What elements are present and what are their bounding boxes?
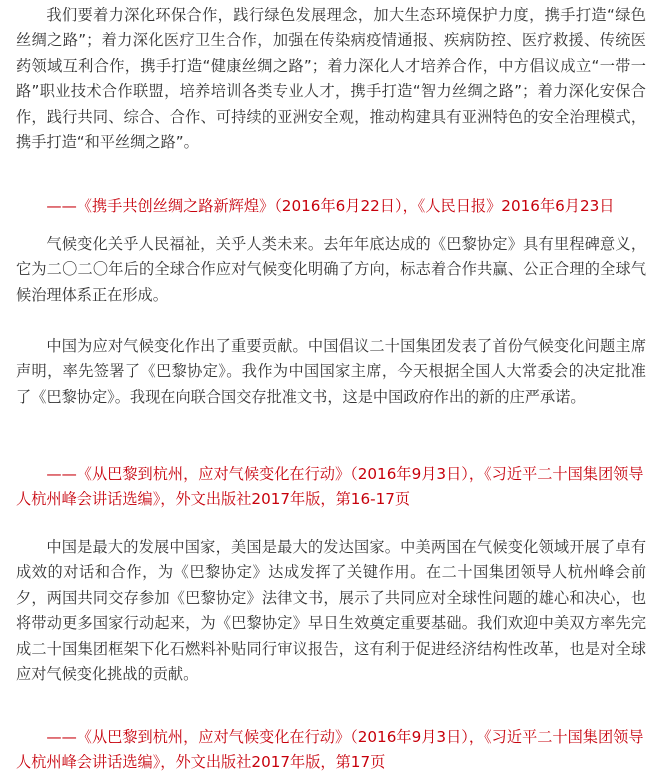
paragraph-china-contribution: 中国为应对气候变化作出了重要贡献。中国倡议二十国集团发表了首份气候变化问题主席声明，率先签署了《巴黎协定》。我作为中国国家主席，今天根据全国人大常委会的决定批准了《巴黎协定》。我现在向联合国交存批准文书，这是中国政府作出的新的庄严承诺。	[16, 337, 646, 406]
citation-paris-hangzhou-2: ——《从巴黎到杭州，应对气候变化在行动》（2016年9月3日），《习近平二十国集团领导人杭州峰会讲话选编》，外文出版社2017年版，第17页	[16, 728, 644, 772]
citation-silk-road: ——《携手共创丝绸之路新辉煌》（2016年6月22日），《人民日报》2016年6月23日	[46, 197, 615, 215]
paragraph-green-silk-road: 我们要着力深化环保合作，践行绿色发展理念，加大生态环境保护力度，携手打造“绿色丝绸之路”；着力深化医疗卫生合作，加强在传染病疫情通报、疾病防控、医疗救援、传统医药领域互利合作，携手打造“健康丝绸之路”；着力深化人才培养合作，中方倡议成立“一带一路”职业技术合作联盟，培养培训各类专业人才，携手打造“智力丝绸之路”；着力深化安保合作，践行共同、综合、合作、可持续的亚洲安全观，推动构建具有亚洲特色的安全治理模式，携手打造“和平丝绸之路”。	[16, 6, 646, 152]
paragraph-china-us-cooperation: 中国是最大的发展中国家，美国是最大的发达国家。中美两国在气候变化领域开展了卓有成效的对话和合作，为《巴黎协定》达成发挥了关键作用。在二十国集团领导人杭州峰会前夕，两国共同交存参加《巴黎协定》法律文书，展示了共同应对全球性问题的雄心和决心，也将带动更多国家行动起来，为《巴黎协定》早日生效奠定重要基础。我们欢迎中美双方率先完成二十国集团框架下化石燃料补贴同行审议报告，这有利于促进经济结构性改革，也是对全球应对气候变化挑战的贡献。	[16, 538, 646, 684]
citation-paris-hangzhou-1: ——《从巴黎到杭州，应对气候变化在行动》（2016年9月3日），《习近平二十国集团领导人杭州峰会讲话选编》，外文出版社2017年版，第16-17页	[16, 465, 644, 509]
paragraph-paris-agreement: 气候变化关乎人民福祉，关乎人类未来。去年年底达成的《巴黎协定》具有里程碑意义，它为二〇二〇年后的全球合作应对气候变化明确了方向，标志着合作共赢、公正合理的全球气候治理体系正在形成。	[16, 235, 646, 304]
